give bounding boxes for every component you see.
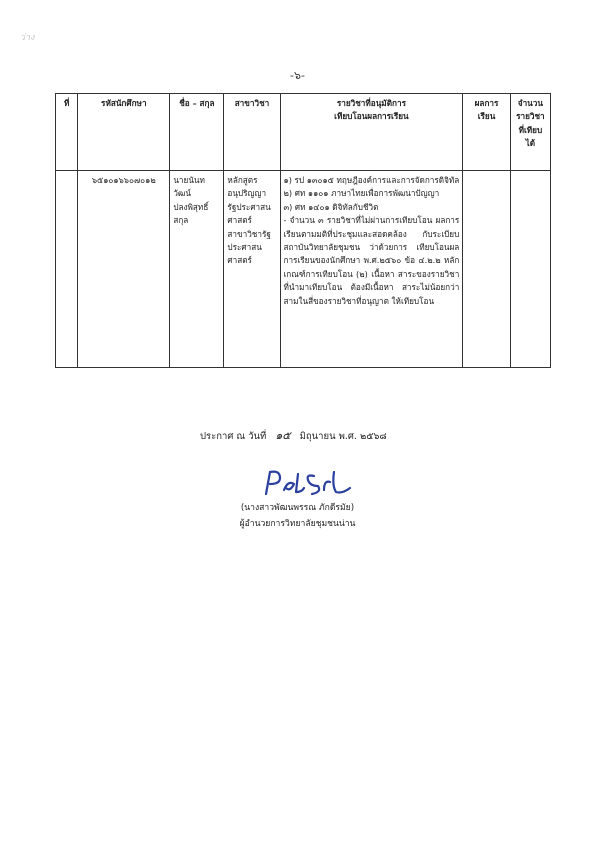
course-note: - จำนวน ๓ รายวิชาที่ไม่ผ่านการเทียบโอน ผลการเรียนตามมติที่ประชุมและสอดคล้อง กับระเบียบสถาบันวิทยาลัยชุมชน ว่าด้วยการ เทียบโอนผลการเรียนของนักศึกษา พ.ศ.๒๕๖๐ ข้อ ๔.๒.๒ หลักเกณฑ์การเทียบโอน (๒) เนื้อหา สาระของรายวิชาที่นำมาเทียบโอน ต้องมีเนื้อหา สาระไม่น้อยกว่าสามในสี่ของรายวิชาที่อนุญาต ให้เทียบโอน xyxy=(283,215,460,306)
signature-image xyxy=(258,466,358,500)
course-item: ๑) รป ๑๓๐๑๕ ทฤษฎีองค์การและการจัดการดิจิทัล xyxy=(283,175,460,185)
header-count-line: จำนวน xyxy=(517,98,543,108)
cell-name-line: ปลงพิสุทธิ์สกุล xyxy=(173,201,209,226)
cell-program xyxy=(224,171,280,368)
cell-program-line: ศาสตร์ xyxy=(227,255,252,266)
table-row xyxy=(56,171,551,368)
cell-name xyxy=(170,171,224,368)
signer-title: ผู้อำนวยการวิทยาลัยชุมชนน่าน xyxy=(239,519,356,529)
signer-name: (นางสาวพัฒนพรรณ ภักดีรมัย) xyxy=(240,503,355,513)
cell-name-line: นายนันทวัฒน์ xyxy=(173,175,205,199)
announcement-suffix: มิถุนายน พ.ศ. ๒๕๖๘ xyxy=(299,431,387,442)
announcement-day: ๑๕ xyxy=(275,429,291,442)
header-courses-line: รายวิชาที่อนุมัติการ xyxy=(336,98,406,108)
header-count-line: ได้ xyxy=(525,138,536,149)
announcement-date xyxy=(200,426,387,444)
cell-program-line: อนุปริญญา xyxy=(227,188,267,199)
cell-student-id: ๖๕๑๐๑๖๖๐๗๐๑๒ xyxy=(78,171,170,368)
page-number: -๖- xyxy=(290,69,305,82)
announcement-prefix: ประกาศ ณ วันที่ xyxy=(200,431,267,442)
header-courses-line: เทียบโอนผลการเรียน xyxy=(334,111,409,122)
header-count-line: ที่เทียบ xyxy=(518,124,543,135)
corner-handwritten-mark: ว่าง xyxy=(20,33,35,43)
header-count-line: รายวิชา xyxy=(516,111,545,122)
header-name: ชื่อ – สกุล xyxy=(170,94,224,171)
course-item: ๓) ศท ๑๔๐๑ ดิจิทัลกับชีวิต xyxy=(283,201,379,212)
header-no: ที่ xyxy=(56,94,78,171)
cell-program-line: สาขาวิชารัฐ xyxy=(227,228,271,239)
header-courses xyxy=(280,94,463,171)
cell-program-line: ประศาสน xyxy=(227,242,262,253)
cell-program-line: รัฐประศาสน xyxy=(227,201,271,212)
header-count xyxy=(510,94,550,171)
header-result: ผลการเรียน xyxy=(463,94,510,171)
cell-courses xyxy=(280,171,463,368)
cell-program-line: ศาสตร์ xyxy=(227,215,252,226)
cell-no xyxy=(56,171,78,368)
cell-result xyxy=(463,171,510,368)
header-program: สาขาวิชา xyxy=(224,94,280,171)
cell-program-line: หลักสูตร xyxy=(227,175,258,185)
credit-transfer-table xyxy=(55,93,551,368)
course-item: ๒) ศท ๑๑๐๑ ภาษาไทยเพื่อการพัฒนาปัญญา xyxy=(283,188,440,199)
header-student-id: รหัสนักศึกษา xyxy=(78,94,170,171)
cell-count xyxy=(510,171,550,368)
table-header-row xyxy=(56,94,551,171)
